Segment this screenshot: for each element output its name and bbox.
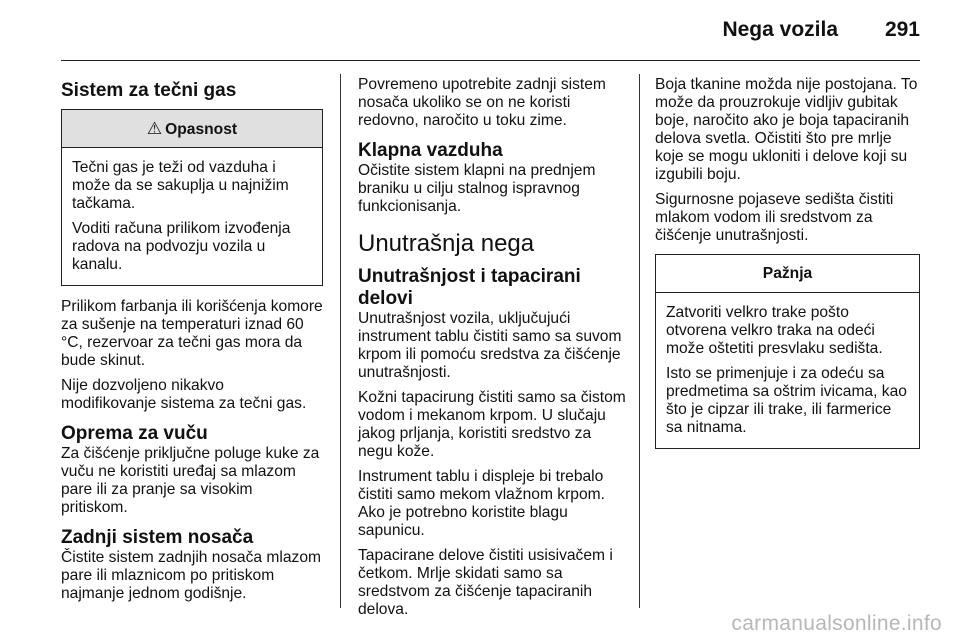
warning-triangle-icon: ⚠ <box>146 119 163 138</box>
column-divider-1 <box>340 74 341 608</box>
danger-box <box>61 109 323 286</box>
header-rule <box>61 60 920 61</box>
body-paragraph: Instrument tablu i displeje bi trebalo čistiti samo mekom vlažnom krpom. Ako je potrebno koristite blagu sapunicu. <box>358 468 605 539</box>
body-paragraph: Prilikom farbanja ili korišćenja komore za sušenje na temperaturi iznad 60 °C, rezervoar za tečni gas mora da bude skinut. <box>61 298 323 369</box>
carrier-usage-text: Povremeno upotrebite zadnji sistem nosača ukoliko se on ne koristi redovno, naročito u toku zime. <box>358 76 606 129</box>
notice-paragraph: Zatvoriti velkro trake pošto otvorena velkro traka na odeći može oštetiti presvlaku sedišta. <box>666 304 883 357</box>
towing-equipment-heading: Oprema za vuču <box>61 423 208 444</box>
body-paragraph: Kožni tapacirung čistiti samo sa čistom vodom i mekanom krpom. U slučaju jakog prljanja, koristiti sredstvo za negu kože. <box>358 389 626 460</box>
notice-box-body <box>656 293 919 448</box>
interior-care-heading: Unutrašnja nega <box>358 230 535 257</box>
watermark: carmanualsonline.info <box>731 612 942 635</box>
body-paragraph: Tapacirane delove čistiti usisivačem i četkom. Mrlje skidati samo sa sredstvom za čišćenje tapaciranih delova. <box>358 547 613 618</box>
rear-carrier-heading: Zadnji sistem nosača <box>61 527 254 548</box>
column-2 <box>358 76 626 626</box>
air-flap-text: Očistite sistem klapni na prednjem braniku u cilju stalnog ispravnog funkcionisanja. <box>358 162 596 215</box>
towing-equipment-text: Za čišćenje priključne poluge kuke za vuču ne koristiti uređaj sa mlazom pare ili za pranje sa visokim pritiskom. <box>61 445 320 516</box>
body-paragraph: Boja tkanine možda nije postojana. To može da prouzrokuje vidljiv gubitak boje, naročito ako je boja tapaciranih delova svetla. Očistiti što pre mrlje koje se mogu ukloniti i delove koji su izgubili boju. <box>655 76 918 183</box>
danger-paragraph: Voditi računa prilikom izvođenja radova na podvozju vozila u kanalu. <box>72 220 291 273</box>
body-paragraph: Sigurnosne pojaseve sedišta čistiti mlakom vodom ili sredstvom za čišćenje unutrašnjosti. <box>655 191 894 244</box>
interior-upholstery-heading: Unutrašnjost i tapacirani delovi <box>358 266 581 309</box>
notice-box-title: Pažnja <box>762 265 813 282</box>
rear-carrier-text: Čistite sistem zadnjih nosača mlazom pare ili mlaznicom po pritiskom najmanje jednom godišnje. <box>61 549 321 602</box>
danger-box-header <box>62 110 322 148</box>
column-3 <box>655 76 920 461</box>
body-paragraph: Nije dozvoljeno nikakvo modifikovanje sistema za tečni gas. <box>61 377 307 412</box>
danger-box-body <box>62 148 322 285</box>
danger-paragraph: Tečni gas je teži od vazduha i može da se sakuplja u najnižim tačkama. <box>72 159 289 212</box>
column-1 <box>61 76 323 610</box>
page-number: 291 <box>884 18 920 41</box>
notice-box <box>655 254 920 449</box>
air-flap-heading: Klapna vazduha <box>358 140 503 161</box>
lpg-system-heading: Sistem za tečni gas <box>61 80 237 101</box>
notice-box-header <box>656 255 919 293</box>
body-paragraph: Unutrašnjost vozila, uključujući instrument tablu čistiti samo sa suvom krpom ili pomoću sredstva za čišćenje unutrašnjosti. <box>358 310 622 381</box>
page-header-title: Nega vozila <box>722 18 838 41</box>
danger-box-title: Opasnost <box>165 121 238 138</box>
notice-paragraph: Isto se primenjuje i za odeću sa predmetima sa oštrim ivicama, kao što je cipzar ili trake, ili farmerice sa nitnama. <box>666 365 907 436</box>
column-divider-2 <box>639 74 640 608</box>
